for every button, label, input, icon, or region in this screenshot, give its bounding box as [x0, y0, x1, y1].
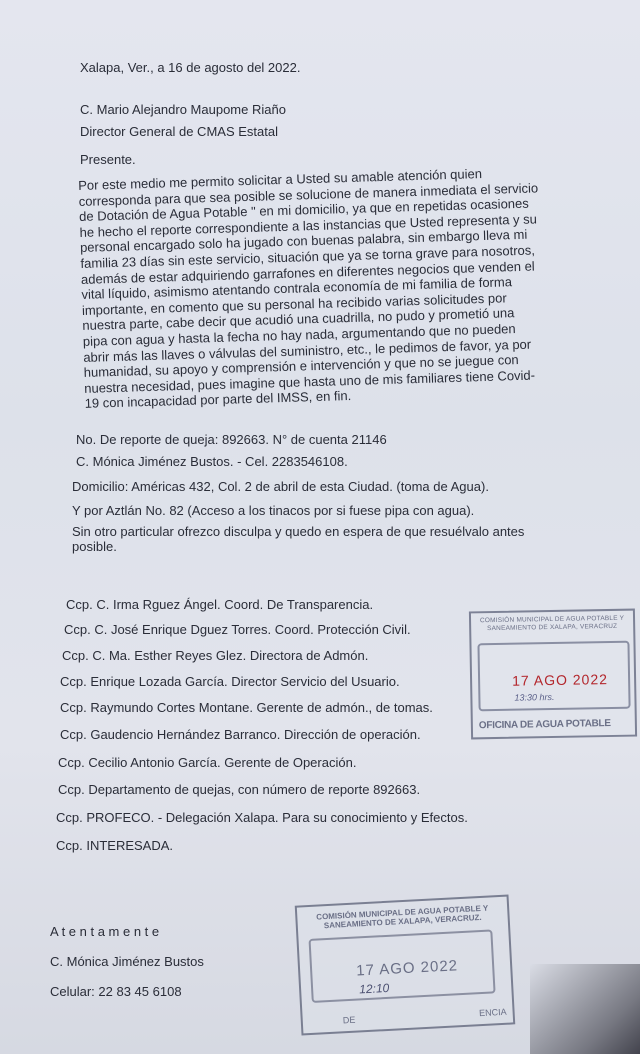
body-paragraph-block: [78, 164, 545, 411]
stamp-header: COMISIÓN MUNICIPAL DE AGUA POTABLE Y SANEAMIENTO DE XALAPA, VERACRUZ.: [316, 903, 489, 931]
presente: Presente.: [80, 152, 136, 167]
address-line: Domicilio: Américas 432, Col. 2 de abril de esta Ciudad. (toma de Agua).: [72, 479, 489, 494]
signer-name: C. Mónica Jiménez Bustos: [50, 954, 204, 969]
ccp-item: Ccp. C. José Enrique Dguez Torres. Coord. Protección Civil.: [64, 622, 411, 637]
photo-shadow: [530, 964, 640, 1054]
ccp-item: Ccp. INTERESADA.: [56, 838, 174, 853]
atentamente: A t e n t a m e n t e: [50, 924, 160, 939]
received-stamp-bottom: [295, 894, 516, 1035]
report-number: No. De reporte de queja: 892663. N° de cuenta 21146: [76, 432, 387, 447]
body-paragraph: Por este medio me permito solicitar a Usted su amable atención quien corresponda para que sea posible se solucione de manera inmediata el servicio de Dotación de Agua Potable " en mi domicilio, ya que en repetidas ocasiones he hecho el reporte correspondiente a las instancias que Usted representa y su personal encargado solo ha jugado con buenas palabra, sin embargo lleva mi familia 23 días sin este servicio, situación que ya se torna grave para nosotros, además de estar adquiriendo garrafones en diferentes negocios que venden el vital líquido, asimismo atentando contrala economía de mi familia de forma importante, en comento que su personal ha recibido varias solicitudes por nuestra parte, cabe decir que acudió una cuadrilla, no pudo y prometió una pipa con agua y hasta la fecha no hay nada, argumentando que no pueden abrir más las llaves o válvulas del suministro, etc., le pedimos de favor, ya por humanidad, su apoyo y comprensión e intervención y que no se juegue con nuestra necesidad, pues imagine que hasta uno de mis familiares tiene Covid-19 con incapacidad por parte del IMSS, en fin.: [78, 166, 539, 412]
ccp-item: Ccp. Cecilio Antonio García. Gerente de Operación.: [58, 755, 357, 770]
recipient-name: C. Mario Alejandro Maupome Riaño: [80, 102, 286, 117]
closing-line: Sin otro particular ofrezco disculpa y quedo en espera de que resuélvalo antes posible.: [72, 524, 525, 554]
ccp-item: Ccp. PROFECO. - Delegación Xalapa. Para su conocimiento y Efectos.: [56, 810, 468, 825]
stamp-header: COMISIÓN MUNICIPAL DE AGUA POTABLE Y SANEAMIENTO DE XALAPA, VERACRUZ: [479, 614, 625, 633]
ccp-item: Ccp. C. Irma Rguez Ángel. Coord. De Transparencia.: [66, 597, 374, 612]
contact-line: C. Mónica Jiménez Bustos. - Cel. 2283546108.: [76, 454, 348, 469]
ccp-item: Ccp. Enrique Lozada García. Director Servicio del Usuario.: [60, 674, 400, 689]
stamp-date: 17 AGO 2022: [511, 671, 609, 689]
stamp-handwritten-time: 12:10: [358, 980, 390, 997]
ccp-item: Ccp. Gaudencio Hernández Barranco. Dirección de operación.: [60, 727, 421, 742]
ccp-item: Ccp. C. Ma. Esther Reyes Glez. Directora de Admón.: [62, 648, 369, 663]
stamp-footer-left: DE: [342, 1014, 356, 1026]
signer-phone: Celular: 22 83 45 6108: [50, 984, 182, 999]
ccp-item: Ccp. Raymundo Cortes Montane. Gerente de admón., de tomas.: [60, 700, 433, 715]
stamp-footer-right: ENCIA: [478, 1006, 507, 1019]
ccp-item: Ccp. Departamento de quejas, con número de reporte 892663.: [58, 782, 421, 797]
stamp-date: 17 AGO 2022: [355, 957, 459, 980]
stamp-handwritten-time: 13:30 hrs.: [514, 691, 555, 703]
alt-address-line: Y por Aztlán No. 82 (Acceso a los tinacos por si fuese pipa con agua).: [72, 503, 475, 518]
place-date: Xalapa, Ver., a 16 de agosto del 2022.: [80, 60, 301, 75]
received-stamp-top: [469, 609, 637, 740]
recipient-title: Director General de CMAS Estatal: [80, 124, 278, 139]
stamp-footer: OFICINA DE AGUA POTABLE: [478, 718, 611, 732]
